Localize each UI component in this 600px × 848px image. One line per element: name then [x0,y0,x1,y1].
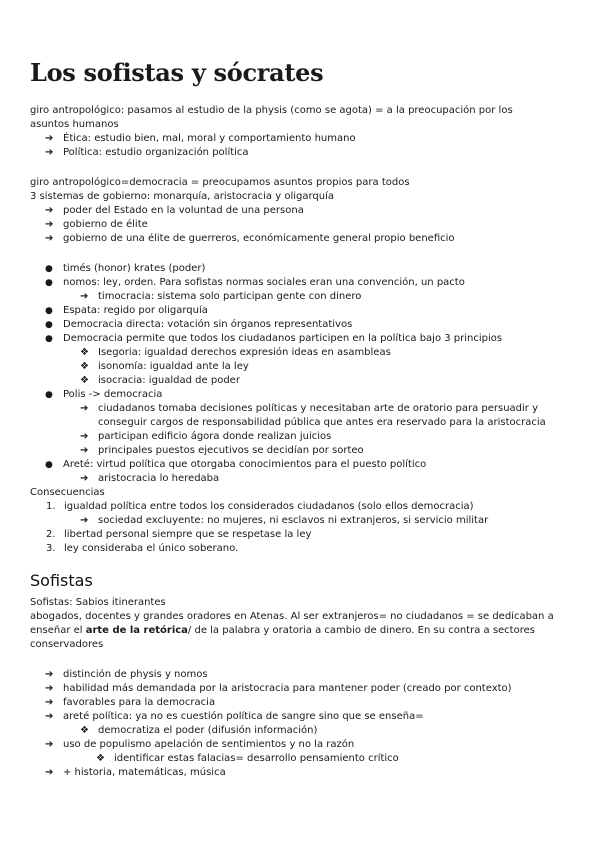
list-item-text: Democracia permite que todos los ciudadanos participen en la política bajo 3 principios [63,333,503,344]
list-item-text: Espata: regido por oligarquía [63,305,208,316]
arrow-icon: ➔ [45,739,54,750]
paragraph: Sofistas: Sabios itinerantes [30,597,166,608]
arrow-icon: ➔ [80,431,89,442]
paragraph: 3 sistemas de gobierno: monarquía, aristocracia y oligarquía [30,191,335,202]
list-item [30,682,580,696]
list-item [30,752,580,766]
list-item-text: Isegoria: igualdad derechos expresión ideas en asambleas [98,347,391,358]
bullet-icon: ● [45,306,53,316]
list-item-text: Democracia directa: votación sin órganos representativos [63,319,353,330]
page-title: Los sofistas y sócrates [30,58,324,87]
document-body [30,104,580,780]
list-item-text: timés (honor) krates (poder) [63,263,206,274]
list-item [30,290,580,304]
list-item-text: sociedad excluyente: no mujeres, ni esclavos ni extranjeros, si servicio militar [98,515,489,526]
list-item-text: Ética: estudio bien, mal, moral y comportamiento humano [63,133,356,144]
item-number: 3. [46,543,56,554]
diamond-bullet-icon: ❖ [80,361,89,372]
list-item [30,232,580,246]
item-number: 1. [46,501,56,512]
paragraph-text: / de la palabra y oratoria a cambio de dinero. En su contra a sectores conservadores [30,625,535,650]
list-item-text: ley consideraba el único soberano. [64,543,239,554]
list-item-text: aristocracia lo heredaba [98,473,220,484]
spacer [30,246,580,262]
bullet-icon: ● [45,278,53,288]
numbered-item [30,528,580,542]
list-item-text: igualdad política entre todos los considerados ciudadanos (solo ellos democracia) [64,501,474,512]
list-item [30,472,580,486]
arrow-icon: ➔ [45,767,54,778]
list-item [30,388,580,402]
diamond-bullet-icon: ❖ [80,725,89,736]
spacer [30,556,580,570]
list-item-text: habilidad más demandada por la aristocracia para mantener poder (creado por contexto) [63,683,512,694]
list-item-text: Política: estudio organización política [63,147,249,158]
paragraph: giro antropológico=democracia = preocupamos asuntos propios para todos [30,177,410,188]
arrow-icon: ➔ [80,445,89,456]
list-item-text: distinción de physis y nomos [63,669,208,680]
list-item-text: nomos: ley, orden. Para sofistas normas sociales eran una convención, un pacto [63,277,465,288]
bold-phrase: arte de la retórica [85,625,188,636]
list-item-text: timocracia: sistema solo participan gente con dinero [98,291,362,302]
list-item [30,430,580,444]
list-item-text: gobierno de élite [63,219,148,230]
arrow-icon: ➔ [45,147,54,158]
spacer [30,160,580,176]
list-item-text: democratiza el poder (difusión información) [98,725,318,736]
list-item [30,276,580,290]
list-item-text: + historia, matemáticas, música [63,767,226,778]
paragraph-text: abogados, docentes y grandes oradores en Atenas. Al ser extranjeros= no ciudadanos = se dedicaban a enseñar el [30,611,554,636]
list-item-text: isocracia: igualdad de poder [98,375,240,386]
arrow-icon: ➔ [80,515,89,526]
intro-paragraph: giro antropológico: pasamos al estudio de la physis (como se agota) = a la preocupación por los asuntos humanos [30,105,513,130]
list-item [30,262,580,276]
bullet-icon: ● [45,320,53,330]
section-heading: Sofistas [30,571,93,590]
arrow-icon: ➔ [45,697,54,708]
list-item [30,332,580,346]
list-item [30,668,580,682]
item-number: 2. [46,529,56,540]
list-item [30,710,580,724]
list-item-text: poder del Estado en la voluntad de una persona [63,205,304,216]
list-item-text: gobierno de una élite de guerreros, económicamente general propio beneficio [63,233,455,244]
list-item-text: Areté: virtud política que otorgaba conocimientos para el puesto político [63,459,427,470]
list-item-text: ciudadanos tomaba decisiones políticas y necesitaban arte de oratorio para persuadir y conseguir cargos de responsabilidad pública que antes era reservado para la aristocracia [98,403,546,428]
list-item [30,132,580,146]
list-item-text: uso de populismo apelación de sentimientos y no la razón [63,739,355,750]
list-item [30,318,580,332]
list-item [30,146,580,160]
list-item [30,304,580,318]
sofistas-paragraph [30,610,555,652]
arrow-icon: ➔ [45,205,54,216]
bullet-icon: ● [45,264,53,274]
list-item-text: isonomía: igualdad ante la ley [98,361,249,372]
arrow-icon: ➔ [45,683,54,694]
list-item [30,204,580,218]
diamond-bullet-icon: ❖ [80,347,89,358]
list-item-text: identificar estas falacias= desarrollo pensamiento crítico [114,753,399,764]
list-item-text: libertad personal siempre que se respetase la ley [64,529,312,540]
list-item [30,738,580,752]
diamond-bullet-icon: ❖ [96,753,105,764]
list-item [30,444,580,458]
arrow-icon: ➔ [45,133,54,144]
list-item [30,458,580,472]
numbered-item [30,542,580,556]
arrow-icon: ➔ [45,669,54,680]
list-item [30,724,580,738]
list-item [30,360,580,374]
consecuencias-heading: Consecuencias [30,487,105,498]
list-item-text: favorables para la democracia [63,697,216,708]
diamond-bullet-icon: ❖ [80,375,89,386]
list-item [30,514,580,528]
arrow-icon: ➔ [80,291,89,302]
numbered-item [30,500,580,514]
list-item [30,766,580,780]
spacer [30,652,580,668]
list-item-text: areté política: ya no es cuestión política de sangre sino que se enseña= [63,711,424,722]
arrow-icon: ➔ [45,219,54,230]
arrow-icon: ➔ [80,473,89,484]
list-item [30,374,580,388]
list-item-text: Polis -> democracia [63,389,163,400]
arrow-icon: ➔ [80,403,89,414]
arrow-icon: ➔ [45,233,54,244]
list-item-text: principales puestos ejecutivos se decidían por sorteo [98,445,364,456]
list-item [30,218,580,232]
list-item-text: participan edificio ágora donde realizan juicios [98,431,332,442]
list-item [30,346,580,360]
bullet-icon: ● [45,460,53,470]
bullet-icon: ● [45,390,53,400]
list-item [30,402,580,430]
arrow-icon: ➔ [45,711,54,722]
bullet-icon: ● [45,334,53,344]
list-item [30,696,580,710]
